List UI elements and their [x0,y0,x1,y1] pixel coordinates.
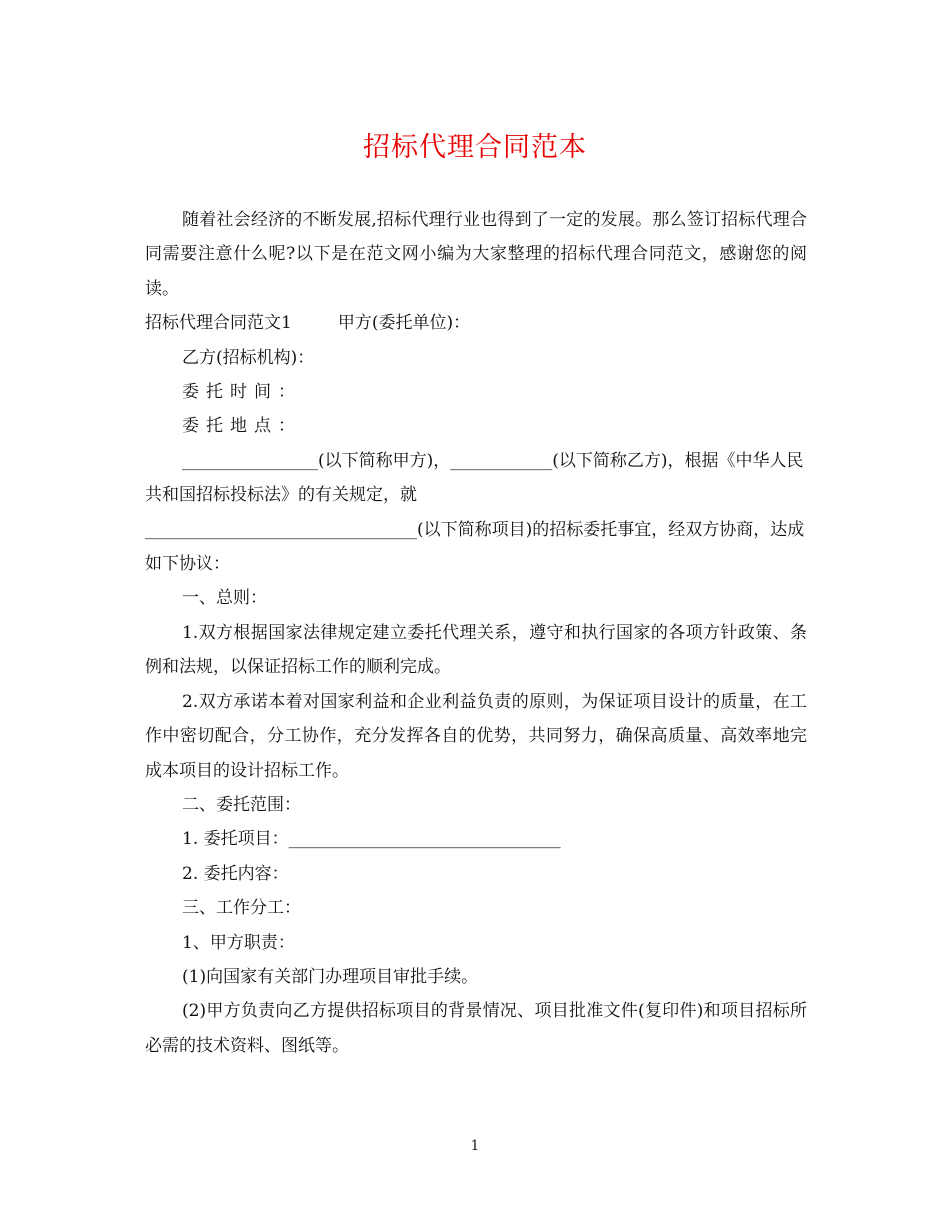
section-1-heading: 一、总则： [182,588,267,609]
party-a-label: 甲方(委托单位)： [337,313,471,334]
clause-2-1: 1. 委托项目：________________________________ [182,829,561,850]
clause-1-2: 2.双方承诺本着对国家利益和企业利益负责的原则，为保证项目设计的质量，在工作中密切配合，分工协作，充分发挥各自的优势，共同努力，确保高质量、高效率地完成本项目的设计招标工作。 [145,691,807,781]
clause-1-1: 1.双方根据国家法律规定建立委托代理关系，遵守和执行国家的各项方针政策、条例和法规，以保证招标工作的顺利完成。 [145,622,807,678]
entrust-time-label: 委托时间： [182,382,302,403]
sample-heading-line [145,306,807,340]
preamble-paragraph-2: ________________________________(以下简称项目)的招标委托事宜，经双方协商，达成如下协议： [145,519,805,575]
entrust-place-label: 委托地点： [182,416,302,437]
clause-2-2: 2. 委托内容： [182,863,289,884]
item-3-1-2: (2)甲方负责向乙方提供招标项目的背景情况、项目批准文件(复印件)和项目招标所必需的技术资料、图纸等。 [145,1001,807,1056]
document-body [145,203,807,1063]
page-number: 1 [470,1138,480,1154]
party-b-label: 乙方(招标机构)： [182,347,315,368]
document-title: 招标代理合同范本 [363,132,587,163]
sample-heading: 招标代理合同范文1 [145,313,292,334]
item-3-1-1: (1)向国家有关部门办理项目审批手续。 [182,966,479,987]
clause-3-1: 1、甲方职责： [182,932,295,953]
section-2-heading: 二、委托范围： [182,794,301,815]
preamble-paragraph-1: ________________(以下简称甲方)，____________(以下简称乙方)，根据《中华人民共和国招标投标法》的有关规定，就 [145,450,804,506]
section-3-heading: 三、工作分工： [182,898,301,919]
intro-paragraph: 随着社会经济的不断发展,招标代理行业也得到了一定的发展。那么签订招标代理合同需要注意什么呢?以下是在范文网小编为大家整理的招标代理合同范文，感谢您的阅读。 [145,210,807,299]
